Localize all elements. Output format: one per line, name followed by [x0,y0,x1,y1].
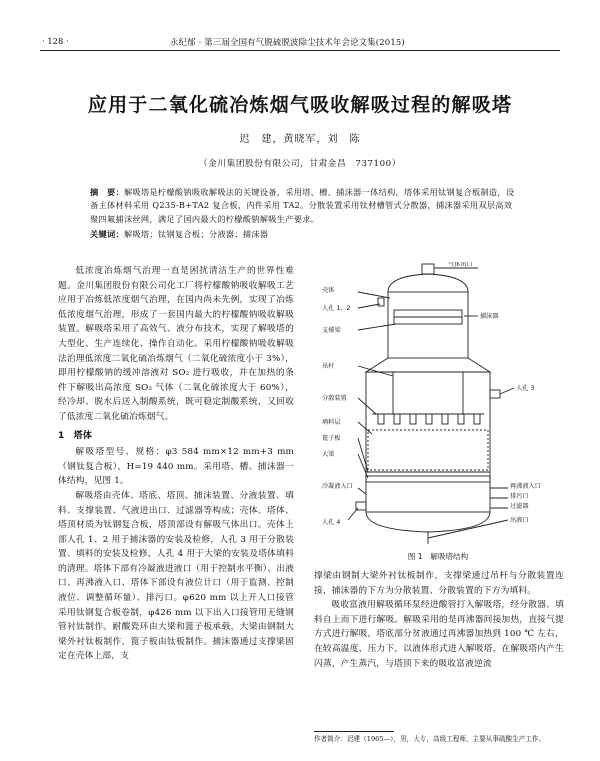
right-paragraph-2: 吸收富液用解吸循环泵经进酸管打入解吸塔，经分散器、填料自上而下进行解吸。解吸采用的是再沸器间接加热，直接气提方式进行解吸，塔底部分贫液通过再沸器加热到 100 ℃ 左右，在较高温度、压力下，以液体形式进入解吸塔，在解吸塔内产生闪蒸，产生蒸汽，与塔顶下来的吸收富液逆流 [314,600,564,669]
left-column [58,264,294,664]
label-reboiler-inlet: 再沸液入口 [510,483,541,490]
top-head [388,274,468,292]
abstract [90,186,518,242]
intro-paragraph: 低浓度冶炼烟气治理一直是困扰清洁生产的世界性难题。金川集团股份有限公司化工厂将柠檬酸钠吸收解吸工艺应用于冶炼低浓度烟气治理，在国内尚未先例，实现了冶炼低浓度烟气治理，形成了一套国内最大的柠檬酸钠吸收解吸装置。解吸塔采用了高效气、液分布技术，实现了解吸塔的大型化、生产连续化、操作自动化。采用柠檬酸钠吸收解吸法治理低浓度二氧化硫冶炼烟气（二氧化硫浓度小于 3%），即用柠檬酸钠的缓冲溶液对 SO₂ 进行吸收，并在加热的条件下解吸出高浓度 SO₂ 气体（二氧化硫浓度大于 60%），经冷却、脱水后送入制酸系统，既可稳定制酸系统，又回收了低浓度二氧化硫冶炼烟气。 [58,266,294,422]
label-liquid-outlet: 出液口 [510,517,529,524]
label-demister: 捕沫器 [480,313,499,320]
support-beam [366,476,490,482]
label-distributor: 分散装置 [322,395,347,402]
keywords-text: 解吸塔；钛钢复合板；分液器；捕沫器 [123,229,269,240]
tower-diagram [318,262,558,548]
bottom-head [366,512,490,532]
gas-outlet-nozzle [422,264,434,274]
abstract-label: 摘 要： [90,187,124,197]
footnote: 作者简介：迟建（1965—），男，大专，高级工程师，主要从事硫酸生产工作。 [314,735,546,743]
affiliation: （金川集团股份有限公司，甘肃金昌 737100） [199,159,401,169]
label-manhole3: 人孔 3 [516,385,535,392]
label-shell: 壳体 [322,287,335,294]
body-paragraph-2: 解吸塔由壳体、塔底、塔顶、捕沫装置、分液装置、填料、支撑装置、气液进出口、过滤器等构成；壳体、塔体、塔顶材质为钛钢复合板，塔顶部设有解吸气体出口。壳体上部人孔 1、2 用于捕沫器的安装及检修，人孔 3 用于分散装置、填料的安装及检修，人孔 4 用于大梁的安装及塔体填料的清理。塔体下部有冷凝液进液口（用于控制水平衡）、出液口、再沸液入口、塔体下部设有液位计口（用于监测、控制液位、调整循环量）、排污口。φ620 mm 以上开人口接管采用钛钢复合板卷制，φ426 mm 以下出入口接管用无缝钢管衬钛制作。耐酸瓷环由大梁和篦子板承载，大梁由钢制大梁外衬钛板制作，篦子板由钛板制作。捕沫器通过支撑梁固定在壳体上部，支 [58,490,294,662]
page-number: · 128 · [42,36,69,46]
authors: 迟 建，黄晓军，刘 陈 [239,134,361,145]
paper-title: 应用于二氧化硫冶炼烟气吸收解吸过程的解吸塔 [87,94,513,116]
label-manhole12: 人孔 1、2 [322,305,351,312]
running-title: 永纪郁 · 第三届全国有气脱硫脱波除尘技术年会论文集(2015) [170,37,405,47]
section-heading: 1 塔体 [58,430,93,441]
right-paragraph-1: 撑梁由钢制大梁外衬钛板制作，支撑梁通过吊杆与分散装置连接，捕沫器的下方为分散装置、分散装置的下方为填料。 [314,571,564,596]
header-rule [40,50,560,51]
keywords-row [90,228,518,241]
label-support: 支撑梁 [322,327,341,334]
label-manhole4: 人孔 4 [322,519,341,526]
page-header [40,34,560,52]
tower-figure [318,262,558,562]
upper-shell [388,292,468,358]
label-beam: 大梁 [322,451,335,458]
label-packing: 填料层 [322,419,341,426]
label-hanger: 吊杆 [322,363,335,370]
figure-caption: 图 1 解吸塔结构 [407,552,469,561]
right-column [314,569,564,671]
label-gas-outlet: 气体出口 [448,262,473,268]
body-paragraph-1: 解吸塔型号、规格：φ3 584 mm×12 mm+3 mm（钢钛复合板），H=19 440 mm。采用塔、槽、捕沫器一体结构，见图 1。 [58,447,294,487]
abstract-text: 解吸塔是柠檬酸钠吸收解吸法的关键设备，采用塔、槽、捕沫器一体结构，塔体采用钛钢复合板制造，设备主体材料采用 Q235-B+TA2 复合板，内件采用 TA2。分散装置采用钛材槽管式分散器，捕沫器采用双层高效聚四氟捕沫丝网，满足了国内最大的柠檬酸钠解吸生产要求。 [90,187,515,224]
label-grate: 篦子板 [322,435,341,442]
label-filter: 过滤器 [510,503,529,510]
footnote-rule [314,731,394,732]
main-shell [366,372,490,512]
label-condensate-inlet: 冷凝液入口 [322,483,353,490]
transition-cone [366,358,490,372]
packing-layer [368,430,488,470]
keywords-label: 关键词： [90,229,124,240]
label-drain: 排污口 [510,493,529,500]
